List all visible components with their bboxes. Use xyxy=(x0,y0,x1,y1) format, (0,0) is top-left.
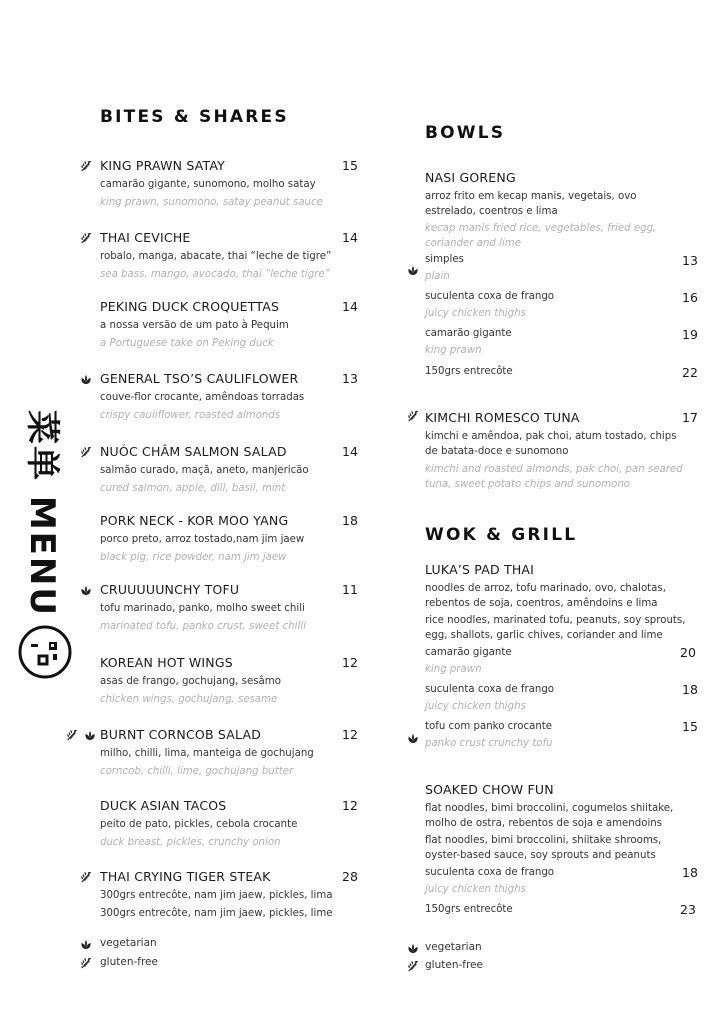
menu-item-name: PEKING DUCK CROQUETTAS xyxy=(100,299,280,314)
nasi-option-sub: king prawn xyxy=(425,345,482,356)
vegetarian-icon xyxy=(407,732,419,744)
chow-fun-en: flat noodles, bimi broccolini, shiitake shrooms, oyster-based sauce, soy sprouts and peanuts xyxy=(425,835,662,861)
menu-item-price: 14 xyxy=(342,230,358,245)
pad-thai-en: rice noodles, marinated tofu, peanuts, soy sprouts, egg, shallots, garlic chives, coriander and lime xyxy=(425,615,686,641)
menu-item-description-en: sea bass, mango, avocado, thai “leche tigre” xyxy=(100,269,330,280)
menu-item-description-pt: robalo, manga, abacate, thai “leche de tigre” xyxy=(100,251,332,262)
gluten-free-icon xyxy=(80,957,92,969)
gluten-free-icon xyxy=(66,729,78,741)
menu-item-price: 15 xyxy=(342,158,358,173)
menu-item-description-en: marinated tofu, panko crust, sweet chilli xyxy=(100,621,306,632)
nasi-option-label: camarão gigante xyxy=(425,328,512,339)
menu-item-price: 14 xyxy=(342,299,358,314)
menu-item-name: THAI CEVICHE xyxy=(100,230,191,245)
menu-item-description-pt: couve-flor crocante, amêndoas torradas xyxy=(100,392,305,403)
menu-item-description-pt: peito de pato, pickles, cebola crocante xyxy=(100,819,298,830)
kimchi-tuna-en: kimchi and roasted almonds, pak choi, pan seared tuna, sweet potato chips and sunomono xyxy=(425,464,683,490)
nasi-goreng-en: kecap manis fried rice, vegetables, fried egg, coriander and lime xyxy=(425,223,657,249)
pad-thai-option-sub: panko crust crunchy tofu xyxy=(425,738,553,749)
menu-item-name: PORK NECK - KOR MOO YANG xyxy=(100,513,289,528)
vegetarian-icon xyxy=(80,373,92,385)
gluten-free-icon xyxy=(407,410,419,422)
menu-item-description-en: chicken wings, gochujang, sesame xyxy=(100,694,278,705)
menu-item-description-pt: salmão curado, maçã, aneto, manjericão xyxy=(100,465,309,476)
menu-item-name: THAI CRYING TIGER STEAK xyxy=(100,869,271,884)
menu-item-description-en: cured salmon, apple, dill, basil, mint xyxy=(100,483,286,494)
gluten-free-icon xyxy=(80,232,92,244)
menu-item-name: NUÓC CHÂM SALMON SALAD xyxy=(100,444,287,459)
gluten-free-icon xyxy=(407,960,419,972)
nasi-option-price: 22 xyxy=(682,365,698,380)
menu-item-description-pt: tofu marinado, panko, molho sweet chili xyxy=(100,603,305,614)
menu-item-description-en: a Portuguese take on Peking duck xyxy=(100,338,274,349)
menu-item-description-en: crispy cauliflower, roasted almonds xyxy=(100,410,281,421)
legend-gluten-free: gluten-free xyxy=(100,956,158,968)
menu-item-description-en: corncob, chilli, lime, gochujang butter xyxy=(100,766,294,777)
menu-item-price: 14 xyxy=(342,444,358,459)
kimchi-tuna-pt: kimchi e amêndoa, pak choi, atum tostado, chips de batata-doce e sunomono xyxy=(425,431,677,457)
chow-fun-option-label: 150grs entrecôte xyxy=(425,904,513,915)
gluten-free-icon xyxy=(80,871,92,883)
kimchi-tuna-name: KIMCHI ROMESCO TUNA xyxy=(425,410,580,425)
menu-item-name: CRUUUUUNCHY TOFU xyxy=(100,582,240,597)
menu-item-description-pt: a nossa versão de um pato à Pequim xyxy=(100,320,289,331)
menu-item-name: KOREAN HOT WINGS xyxy=(100,655,233,670)
legend-gluten-free: gluten-free xyxy=(425,959,483,971)
nasi-option-label: suculenta coxa de frango xyxy=(425,291,555,302)
menu-item-description-en: black pig, rice powder, nam jim jaew xyxy=(100,552,287,563)
pad-thai-name: LUKA’S PAD THAI xyxy=(425,562,535,577)
menu-item-price: 28 xyxy=(342,869,358,884)
menu-item-description-en: 300grs entrecôte, nam jim jaew, pickles, lime xyxy=(100,908,333,919)
pad-thai-option-price: 18 xyxy=(682,682,698,697)
legend-vegetarian: vegetarian xyxy=(425,941,482,953)
chow-fun-option-sub: juicy chicken thighs xyxy=(425,884,526,895)
gluten-free-icon xyxy=(80,446,92,458)
vegetarian-icon xyxy=(84,729,96,741)
menu-item-description-en: king prawn, sunomono, satay peanut sauce xyxy=(100,197,323,208)
nasi-option-price: 19 xyxy=(682,327,698,342)
menu-item-description-pt: porco preto, arroz tostado,nam jim jaew xyxy=(100,534,305,545)
chow-fun-option-price: 18 xyxy=(682,865,698,880)
vegetarian-icon xyxy=(80,938,92,950)
nasi-goreng-pt: arroz frito em kecap manis, vegetais, ovo estrelado, coentros e lima xyxy=(425,191,637,217)
pad-thai-option-price: 20 xyxy=(680,645,696,660)
menu-item-price: 18 xyxy=(342,513,358,528)
vegetarian-icon xyxy=(407,942,419,954)
bites-shares-heading: BITES & SHARES xyxy=(100,107,289,127)
pad-thai-option-label: camarão gigante xyxy=(425,647,512,658)
nasi-option-label: 150grs entrecôte xyxy=(425,366,513,377)
pad-thai-option-sub: juicy chicken thighs xyxy=(425,701,526,712)
menu-item-description-en: duck breast, pickles, crunchy onion xyxy=(100,837,281,848)
chow-fun-name: SOAKED CHOW FUN xyxy=(425,782,554,797)
vegetarian-icon xyxy=(407,264,419,276)
menu-item-description-pt: camarão gigante, sunomono, molho satay xyxy=(100,179,316,190)
side-menu-title xyxy=(14,410,74,617)
nasi-option-sub: plain xyxy=(425,271,450,282)
menu-item-price: 12 xyxy=(342,798,358,813)
nasi-option-sub: juicy chicken thighs xyxy=(425,308,526,319)
nasi-goreng-name: NASI GORENG xyxy=(425,170,516,185)
menu-item-name: BURNT CORNCOB SALAD xyxy=(100,727,262,742)
wok-grill-heading: WOK & GRILL xyxy=(425,525,578,545)
side-menu-text: 菜单 MENU xyxy=(22,410,62,617)
chow-fun-option-label: suculenta coxa de frango xyxy=(425,867,555,878)
nasi-option-price: 16 xyxy=(682,290,698,305)
menu-item-description-pt: 300grs entrecôte, nam jim jaew, pickles, lima xyxy=(100,890,333,901)
menu-item-price: 12 xyxy=(342,727,358,742)
menu-item-description-pt: asas de frango, gochujang, sesâmo xyxy=(100,676,281,687)
bowls-heading: BOWLS xyxy=(425,123,506,143)
menu-item-price: 11 xyxy=(342,582,358,597)
pad-thai-option-label: tofu com panko crocante xyxy=(425,721,553,732)
pad-thai-option-sub: king prawn xyxy=(425,664,482,675)
mascot-face-icon xyxy=(17,624,73,680)
menu-item-description-pt: milho, chilli, lima, manteiga de gochujang xyxy=(100,748,314,759)
menu-item-name: DUCK ASIAN TACOS xyxy=(100,798,227,813)
pad-thai-option-label: suculenta coxa de frango xyxy=(425,684,555,695)
menu-item-price: 12 xyxy=(342,655,358,670)
pad-thai-pt: noodles de arroz, tofu marinado, ovo, chalotas, rebentos de soja, coentros, amêndoins e lima xyxy=(425,583,666,609)
nasi-option-label: simples xyxy=(425,254,464,265)
chow-fun-option-price: 23 xyxy=(680,902,696,917)
pad-thai-option-price: 15 xyxy=(682,719,698,734)
vegetarian-icon xyxy=(80,584,92,596)
gluten-free-icon xyxy=(80,160,92,172)
legend-vegetarian: vegetarian xyxy=(100,937,157,949)
menu-item-name: KING PRAWN SATAY xyxy=(100,158,225,173)
kimchi-tuna-price: 17 xyxy=(682,410,698,425)
menu-item-name: GENERAL TSO’S CAULIFLOWER xyxy=(100,371,299,386)
menu-item-price: 13 xyxy=(342,371,358,386)
nasi-option-price: 13 xyxy=(682,253,698,268)
chow-fun-pt: flat noodles, bimi broccolini, cogumelos shiitake, molho de ostra, rebentos de soja e amendoins xyxy=(425,803,674,829)
